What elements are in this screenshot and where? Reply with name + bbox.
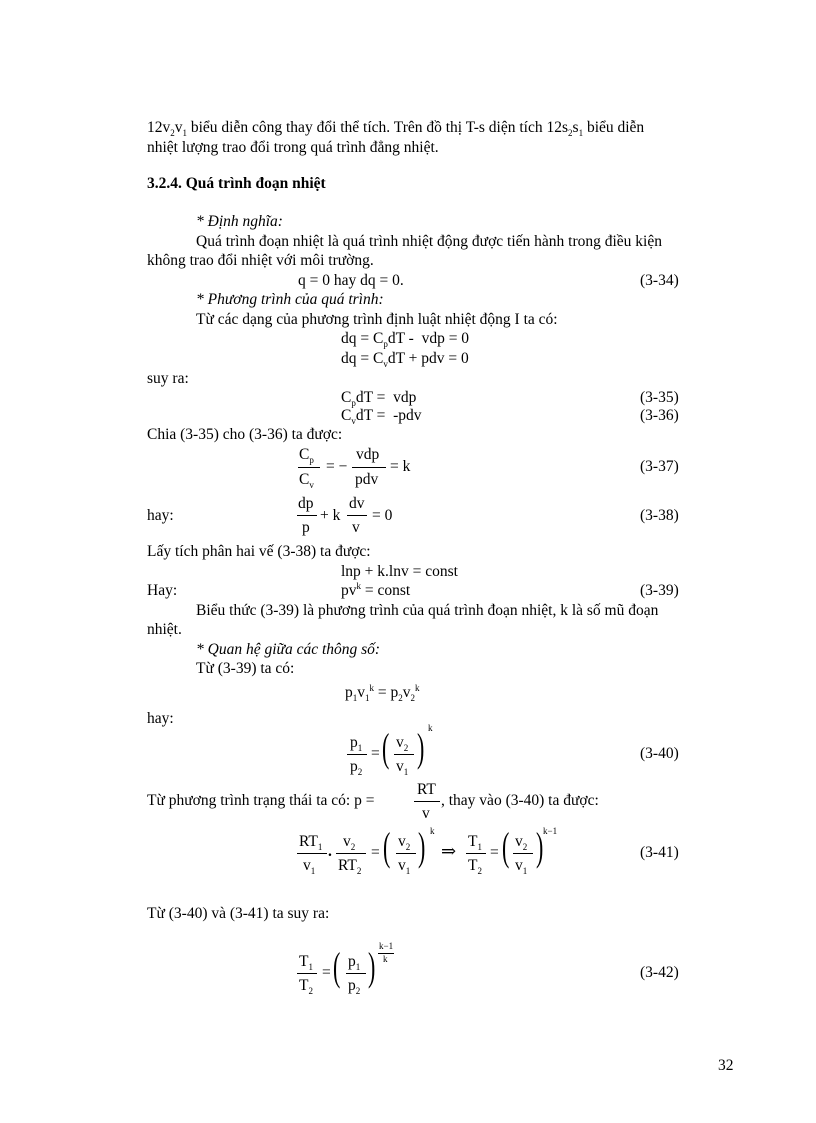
equation-number: (3-37) [640,458,679,475]
equation: $pv^k$ = const [341,580,411,599]
equation: = [371,844,380,861]
left-paren: ( [381,725,390,770]
fraction-denominator: $RT_2$ [338,857,362,877]
equation: q = 0 hay dq = 0. [298,272,404,289]
fraction-numerator: dp [298,495,314,512]
exponent: k−1 [543,826,558,836]
fraction-denominator: $p_2$ [348,977,361,997]
section-heading: 3.2.4. Quá trình đoạn nhiệt [147,175,326,192]
text-line: Từ phương trình trạng thái ta có: p = [147,792,375,809]
fraction-bar [352,467,386,468]
fraction-denominator: $C_v$ [299,471,314,491]
text-line: Biểu thức (3-39) là phương trình của quá trình đoạn nhiệt, k là số mũ đoạn [196,602,659,619]
text-line: Quá trình đoạn nhiệt là quá trình nhiệt động được tiến hành trong điều kiện [196,233,662,250]
left-paren: ( [501,824,510,869]
left-paren: ( [382,824,391,869]
text-line: Từ các dạng của phương trình định luật nhiệt động I ta có: [196,311,558,328]
fraction-numerator: $v_2$ [515,833,528,853]
equation: = − [326,458,348,475]
text-line: Hay: [147,582,178,599]
subsection-label: * Phương trình của quá trình: [196,291,384,308]
page-number: 32 [718,1057,734,1074]
fraction-denominator: $v_1$ [396,758,409,778]
equation-number: (3-35) [640,389,679,406]
fraction-numerator: $p_1$ [348,953,361,973]
equation: = [490,844,499,861]
text-line: nhiệt. [147,621,182,638]
right-paren: ) [416,725,425,770]
text-line: $12v_2v_1$ biểu diễn công thay đổi thể tích. Trên đồ thị T-s diện tích $12s_2s_1$ biểu diễn [147,119,645,139]
fraction-numerator: dv [349,495,365,512]
text-line: Chia (3-35) cho (3-36) ta được: [147,426,343,443]
implies-icon: ⇒ [441,841,457,861]
fraction-numerator: $v_2$ [343,833,356,853]
text-line: suy ra: [147,370,189,387]
equation-number: (3-34) [640,272,679,289]
exponent-denominator: k [383,954,388,964]
fraction-bar [297,515,317,516]
fraction-denominator: $p_2$ [350,758,363,778]
fraction-bar [347,515,367,516]
subsection-label: * Định nghĩa: [196,213,283,230]
fraction-numerator: $p_1$ [350,734,363,754]
fraction-denominator: v [352,519,360,536]
text-line: nhiệt lượng trao đổi trong quá trình đẳng nhiệt. [147,139,439,156]
fraction-bar [347,754,367,755]
fraction-bar [466,853,486,854]
fraction-bar [394,754,414,755]
equation-number: (3-42) [640,964,679,981]
fraction-numerator: $RT_1$ [299,833,323,853]
fraction-numerator: $T_1$ [468,833,482,853]
fraction-denominator: $v_1$ [398,857,411,877]
equation: dq = $C_vdT$ + pdv = 0 [341,350,469,370]
equation: $C_pdT$ = vdp [341,389,417,409]
fraction-bar [414,801,440,802]
text-line: hay: [147,710,174,727]
fraction-bar [298,467,320,468]
equation: $p_1v_1^k = p_2v_2^k$ [345,682,420,704]
fraction-numerator: $v_2$ [398,833,411,853]
equation: = [322,964,331,981]
equation: . [328,843,332,860]
equation: + k [320,507,341,524]
text-line: không trao đổi nhiệt với môi trường. [147,252,374,269]
fraction-bar [297,853,327,854]
fraction-numerator: $v_2$ [396,734,409,754]
text-line: hay: [147,507,174,524]
equation-number: (3-39) [640,582,679,599]
equation: = 0 [372,507,393,524]
equation-number: (3-36) [640,407,679,424]
fraction-bar [513,853,533,854]
text-line: Từ (3-40) và (3-41) ta suy ra: [147,905,330,922]
equation: lnp + k.lnv = const [341,563,458,580]
text-line: Từ (3-39) ta có: [196,660,295,677]
exponent: k [428,723,433,733]
fraction-numerator: $C_p$ [299,446,314,466]
fraction-bar [346,973,366,974]
equation: $C_vdT = -pdv$ [341,407,422,427]
subsection-label: * Quan hệ giữa các thông số: [196,641,381,658]
fraction-bar [396,853,416,854]
equation: = [371,745,380,762]
fraction-numerator: $T_1$ [299,953,313,973]
fraction-denominator: p [302,519,310,536]
equation: dq = $C_pdT$ - vdp = 0 [341,330,470,350]
exponent: k [430,826,435,836]
fraction-denominator: $v_1$ [515,857,528,877]
equation-number: (3-41) [640,844,679,861]
exponent-numerator: k−1 [379,941,394,951]
equation-number: (3-38) [640,507,679,524]
fraction-denominator: $v_1$ [303,857,316,877]
right-paren: ) [367,944,376,989]
right-paren: ) [417,824,426,869]
fraction-bar [336,853,366,854]
equation-number: (3-40) [640,745,679,762]
fraction-denominator: $T_2$ [299,977,313,997]
fraction-denominator: v [422,805,430,822]
fraction-numerator: vdp [356,446,380,463]
fraction-bar [297,973,317,974]
equation: = k [390,458,411,475]
fraction-denominator: pdv [355,471,379,488]
text-line: , thay vào (3-40) ta được: [441,792,599,809]
right-paren: ) [535,824,544,869]
text-line: Lấy tích phân hai vế (3-38) ta được: [147,543,371,560]
fraction-numerator: RT [417,781,436,798]
fraction-denominator: $T_2$ [468,857,482,877]
left-paren: ( [332,944,341,989]
